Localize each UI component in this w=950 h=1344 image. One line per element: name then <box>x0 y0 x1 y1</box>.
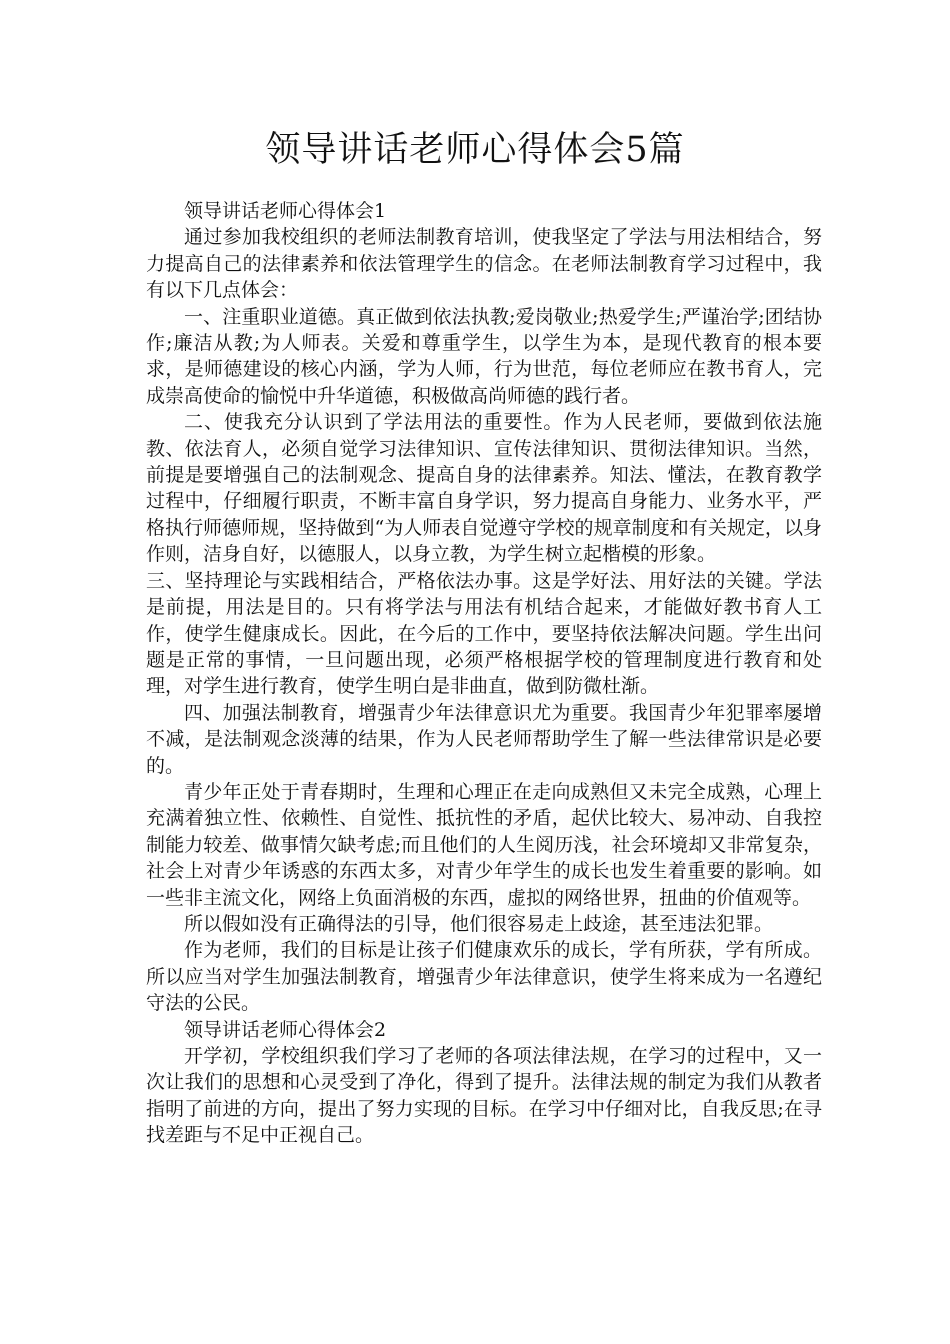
paragraph-point-1: 一、注重职业道德。真正做到依法执教;爱岗敬业;热爱学生;严谨治学;团结协作;廉洁从教;为人师表。关爱和尊重学生，以学生为本，是现代教育的根本要求，是师德建设的核心内涵，学为人师，行为世范，每位老师应在教书育人，完成崇高使命的愉悦中升华道德，积极做高尚师德的践行者。 <box>146 305 822 407</box>
section-heading-1: 领导讲话老师心得体会1 <box>184 200 387 222</box>
section-heading-2: 领导讲话老师心得体会2 <box>184 1018 387 1041</box>
paragraph-goal: 作为老师，我们的目标是让孩子们健康欢乐的成长，学有所获，学有所成。所以应当对学生加强法制教育，增强青少年法律意识，使学生将来成为一名遵纪守法的公民。 <box>146 939 822 1015</box>
document-title: 领导讲话老师心得体会5篇 <box>265 130 685 170</box>
paragraph-intro: 通过参加我校组织的老师法制教育培训，使我坚定了学法与用法相结合，努力提高自己的法律素养和依法管理学生的信念。在老师法制教育学习过程中，我有以下几点体会： <box>146 226 822 302</box>
paragraph-point-3: 三、坚持理论与实践相结合，严格依法办事。这是学好法、用好法的关键。学法是前提，用法是目的。只有将学法与用法有机结合起来，才能做好教书育人工作，使学生健康成长。因此，在今后的工作中，要坚持依法解决问题。学生出问题是正常的事情，一旦问题出现，必须严格根据学校的管理制度进行教育和处理，对学生进行教育，使学生明白是非曲直，做到防微杜渐。 <box>146 569 822 698</box>
paragraph-section-2: 开学初，学校组织我们学习了老师的各项法律法规，在学习的过程中，又一次让我们的思想和心灵受到了净化，得到了提升。法律法规的制定为我们从教者指明了前进的方向，提出了努力实现的目标。在学习中仔细对比，自我反思;在寻找差距与不足中正视自己。 <box>146 1045 822 1147</box>
paragraph-point-2: 二、使我充分认识到了学法用法的重要性。作为人民老师，要做到依法施教、依法育人，必须自觉学习法律知识、宣传法律知识、贯彻法律知识。当然，前提是要增强自己的法制观念、提高自身的法律素养。知法、懂法，在教育教学过程中，仔细履行职责，不断丰富自身学识，努力提高自身能力、业务水平，严格执行师德师规，坚持做到“为人师表自觉遵守学校的规章制度和有关规定，以身作则，洁身自好，以德服人，以身立教，为学生树立起楷模的形象。 <box>146 411 822 566</box>
paragraph-guidance: 所以假如没有正确得法的引导，他们很容易走上歧途，甚至违法犯罪。 <box>184 912 774 935</box>
paragraph-youth: 青少年正处于青春期时，生理和心理正在走向成熟但又未完全成熟，心理上充满着独立性、依赖性、自觉性、抵抗性的矛盾，起伏比较大、易冲动、自我控制能力较差、做事情欠缺考虑;而且他们的人生阅历浅，社会环境却又非常复杂，社会上对青少年诱惑的东西太多，对青少年学生的成长也发生着重要的影响。如一些非主流文化，网络上负面消极的东西，虚拟的网络世界，扭曲的价值观等。 <box>146 780 822 909</box>
paragraph-point-4: 四、加强法制教育，增强青少年法律意识尤为重要。我国青少年犯罪率屡增不减，是法制观念淡薄的结果，作为人民老师帮助学生了解一些法律常识是必要的。 <box>146 701 822 777</box>
document-body <box>146 198 822 1149</box>
